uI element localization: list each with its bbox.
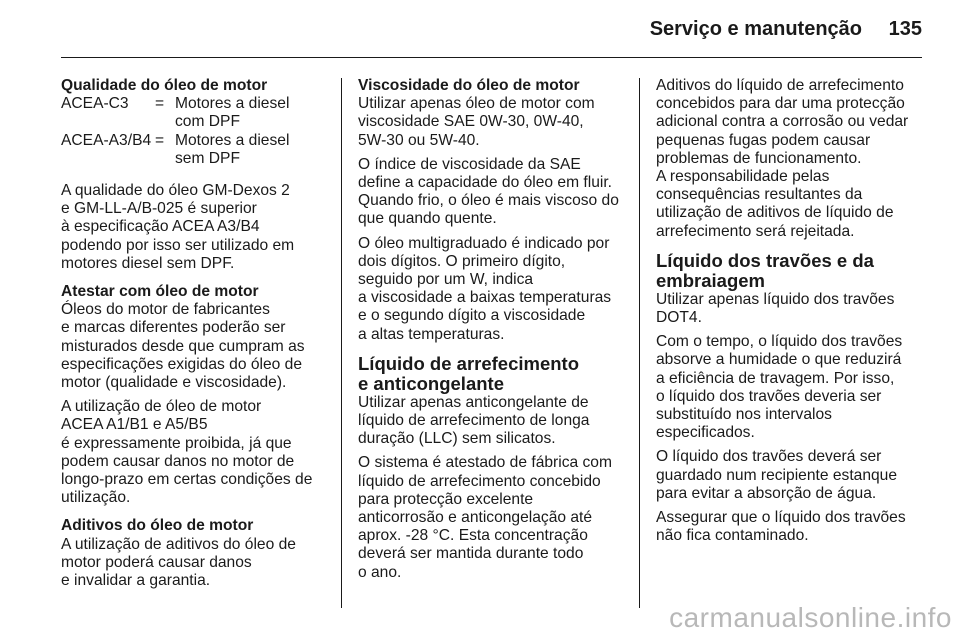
spec-table [61, 95, 333, 168]
paragraph-sae: O índice de viscosidade da SAE define a capacidade do óleo em fluir. Quando frio, o óleo é mais viscoso do que quando quente. [358, 155, 619, 228]
heading-oil-quality: Qualidade do óleo de motor [61, 77, 268, 94]
heading-viscosity: Viscosidade do óleo de motor [358, 77, 580, 94]
column-2 [358, 77, 628, 588]
column-divider [639, 78, 640, 608]
paragraph-prohibited: A utilização de óleo de motor ACEA A1/B1 e A5/B5 é expressamente proibida, já que podem causar danos no motor de longo-prazo em certas condições de utilização. [61, 398, 313, 507]
spec-code: ACEA-C3 [61, 95, 129, 113]
header-divider [61, 57, 922, 58]
spec-row [61, 132, 333, 168]
paragraph-brake: Utilizar apenas líquido dos travões DOT4. [656, 290, 895, 327]
page-number: 135 [888, 18, 922, 40]
spec-row [61, 95, 333, 131]
paragraph-brake-ensure: Assegurar que o líquido dos travões não fica contaminado. [656, 509, 906, 545]
spec-description: Motores a diesel com DPF [175, 95, 290, 131]
column-divider [341, 78, 342, 608]
column-1 [61, 77, 333, 596]
paragraph-coolant: Utilizar apenas anticongelante de líquido de arrefecimento de longa duração (LLC) sem silicatos. [358, 393, 590, 448]
paragraph-brake-time: Com o tempo, o líquido dos travões absorve a humidade o que reduzirá a eficiência de travagem. Por isso, o líquido dos travões deveria ser substituído nos intervalos especificados. [656, 333, 903, 442]
spec-code: ACEA-A3/B4 [61, 131, 152, 149]
column-3 [656, 77, 926, 551]
heading-topup: Atestar com óleo de motor [61, 283, 259, 301]
watermark: carmanualsonline.info [669, 602, 952, 633]
spacer [61, 168, 333, 182]
page-header [0, 0, 960, 60]
paragraph-factory-fill: O sistema é atestado de fábrica com líquido de arrefecimento concebido para protecção excelente anticorrosão e anticongelação até aprox. -28 °C. Esta concentração deverá ser mantida durante todo o ano. [358, 454, 612, 581]
paragraph-viscosity: Utilizar apenas óleo de motor com viscosidade SAE 0W-30, 0W-40, 5W-30 ou 5W-40. [358, 95, 595, 149]
paragraph-coolant-additives: Aditivos do líquido de arrefecimento concebidos para dar uma protecção adicional contra a corrosão ou vedar pequenas fugas podem causar problemas de funcionamento. A responsabilidade pelas consequências resultantes da utilização de aditivos de líquido de arrefecimento será rejeitada. [656, 77, 909, 240]
paragraph-topup: Óleos do motor de fabricantes e marcas diferentes poderão ser misturados desde que cumpram as especificações exigidas do óleo de motor (qualidade e viscosidade). [61, 301, 305, 392]
spec-equals: = [155, 131, 165, 149]
paragraph-quality: A qualidade do óleo GM-Dexos 2 e GM-LL-A/B-025 é superior à especificação ACEA A3/B4 podendo por isso ser utilizado em motores diesel sem DPF. [61, 182, 295, 272]
paragraph-multigrade: O óleo multigraduado é indicado por dois dígitos. O primeiro dígito, seguido por um W, indica a viscosidade a baixas temperaturas e o segundo dígito a viscosidade a altas temperaturas. [358, 234, 612, 343]
paragraph-additives: A utilização de aditivos do óleo de motor poderá causar danos e invalidar a garantia. [61, 535, 296, 590]
section-title: Serviço e manutenção [649, 18, 862, 40]
heading-additives: Aditivos do óleo de motor [61, 517, 254, 535]
paragraph-brake-storage: O líquido dos travões deverá ser guardado num recipiente estanque para evitar a absorção de água. [656, 448, 898, 502]
heading-coolant: Líquido de arrefecimento e anticongelante [358, 352, 580, 394]
heading-brake-fluid: Líquido dos travões e da embraiagem [656, 249, 874, 291]
spec-equals: = [155, 95, 165, 113]
spec-description: Motores a diesel sem DPF [175, 131, 290, 167]
